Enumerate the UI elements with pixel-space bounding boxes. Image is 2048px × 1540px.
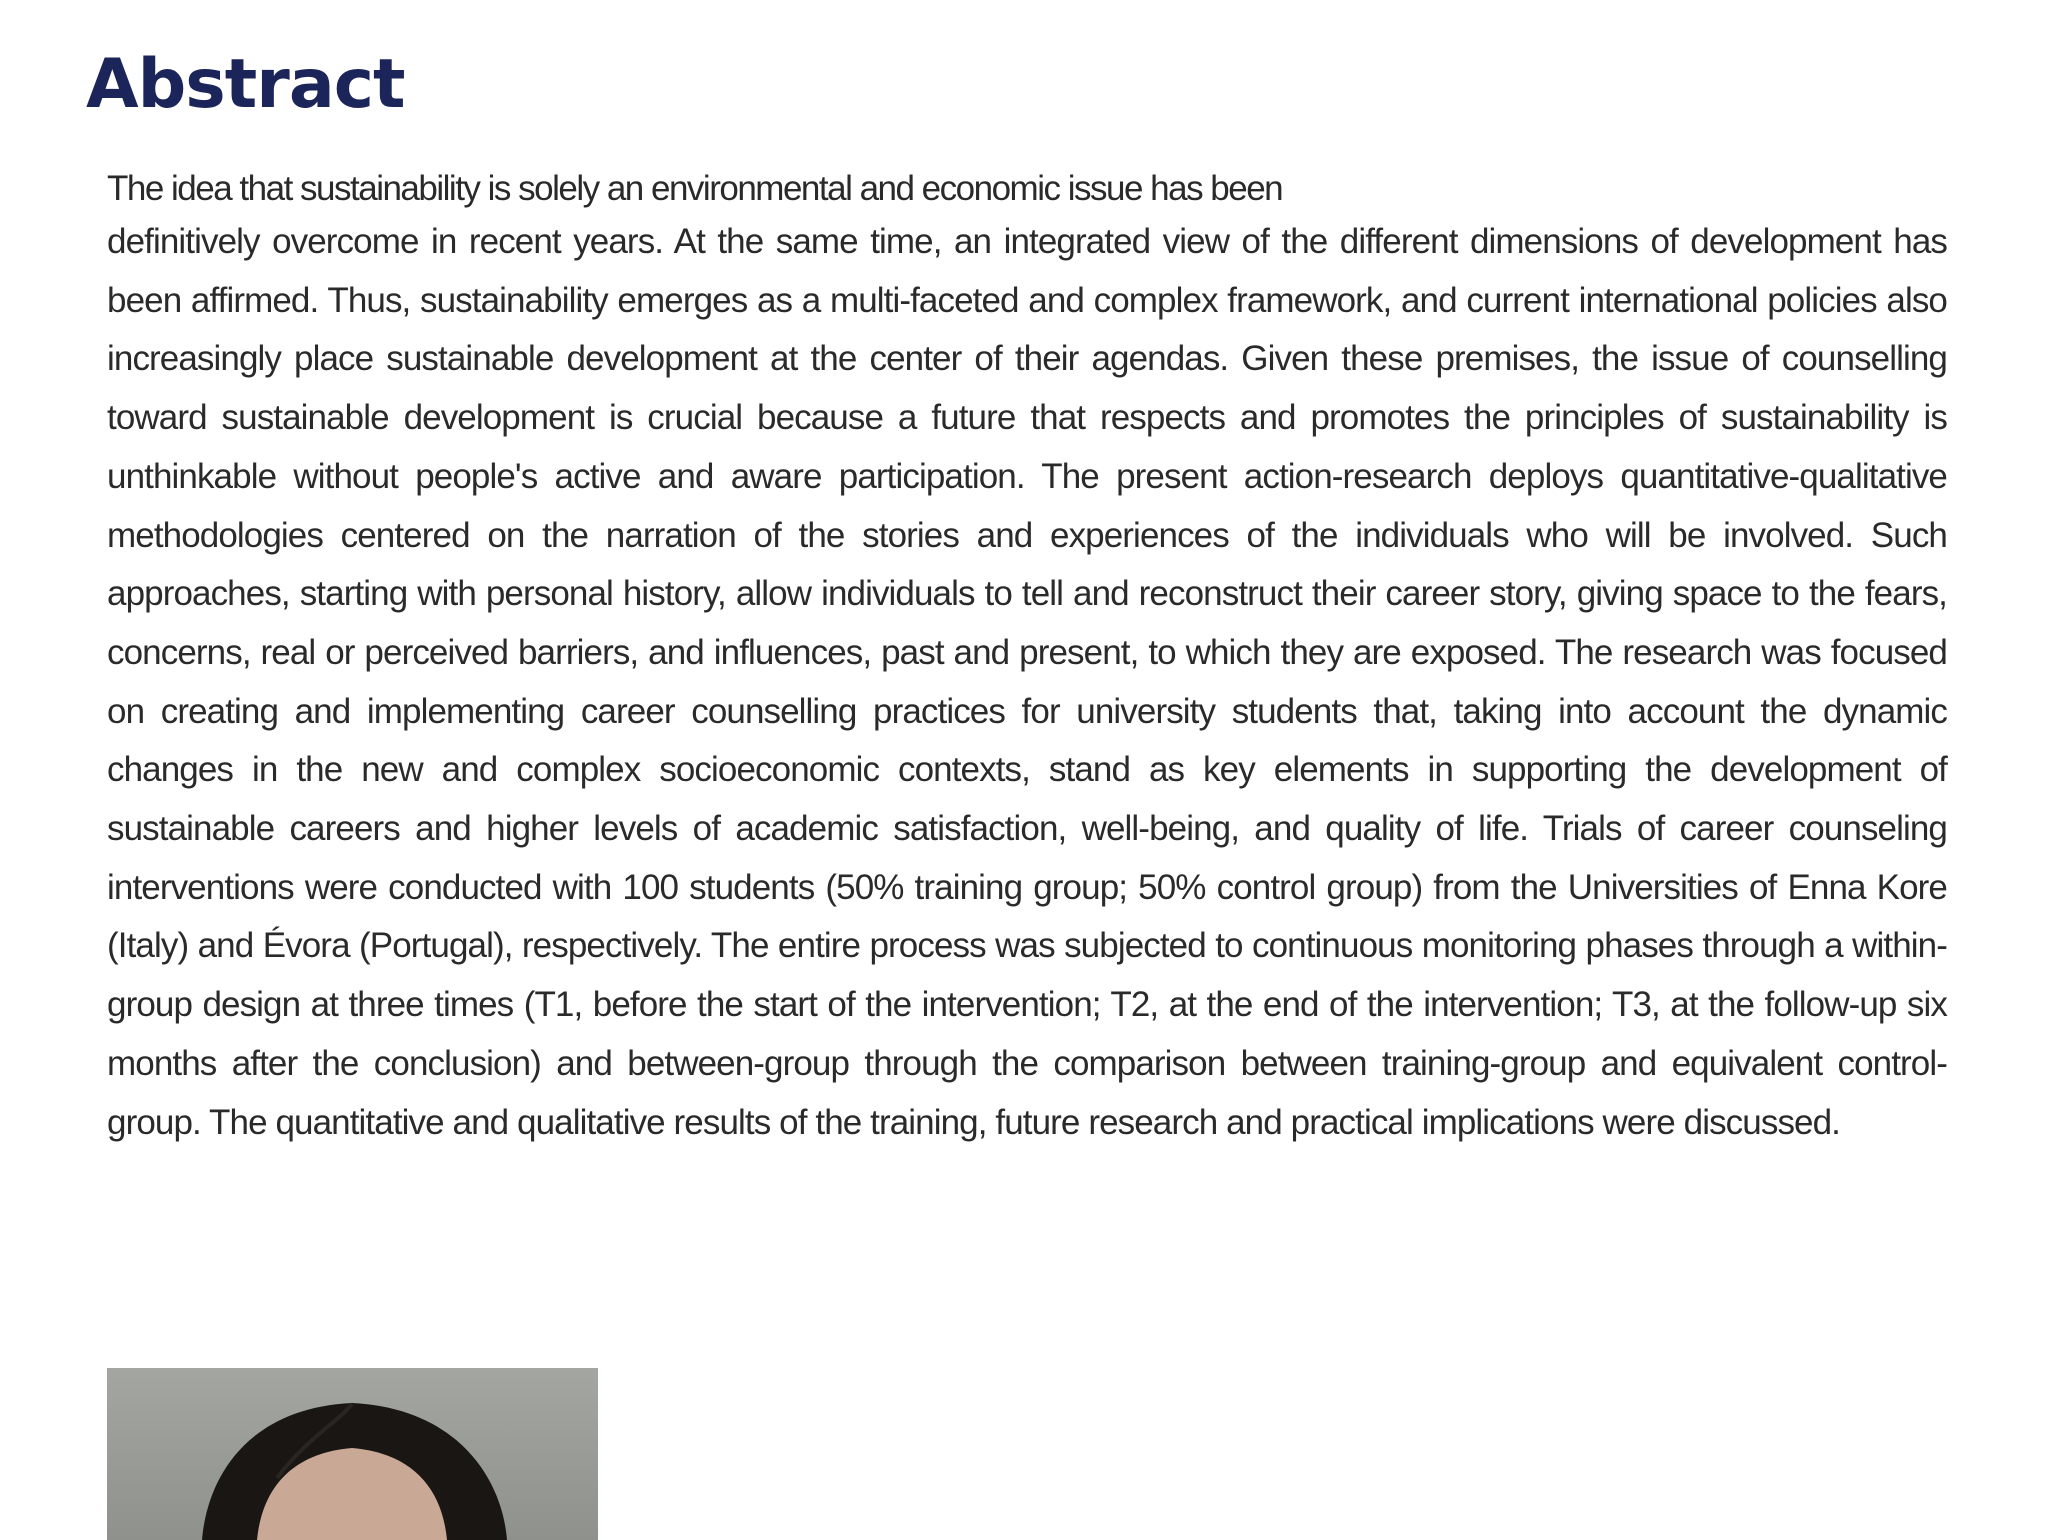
author-portrait-icon [107, 1368, 598, 1540]
abstract-first-line: The idea that sustainability is solely an environmental and economic issue has been [107, 169, 1283, 208]
abstract-body-text: definitively overcome in recent years. At the same time, an integrated view of the different dimensions of development has been affirmed. Thus, sustainability emerges as a multi-faceted and complex framework, and current international policies also increasingly place sustainable development at the center of their agendas. Given these premises, the issue of counselling toward sustainable development is crucial because a future that respects and promotes the principles of sustainability is unthinkable without people's active and aware participation. The present action-research deploys quantitative-qualitative methodologies centered on the narration of the stories and experiences of the individuals who will be involved. Such approaches, starting with personal history, allow individuals to tell and reconstruct their career story, giving space to the fears, concerns, real or perceived barriers, and influences, past and present, to which they are exposed. The research was focused on creating and implementing career counselling practices for university students that, taking into account the dynamic changes in the new and complex socioeconomic contexts, stand as key elements in supporting the development of sustainable careers and higher levels of academic satisfaction, well-being, and quality of life. Trials of career counseling interventions were conducted with 100 students (50% training group; 50% control group) from the Universities of Enna Kore (Italy) and Évora (Portugal), respectively. The entire process was subjected to continuous monitoring phases through a within-group design at three times (T1, before the start of the intervention; T2, at the end of the intervention; T3, at the follow-up six months after the conclusion) and between-group through the comparison between training-group and equivalent control-group. The quantitative and qualitative results of the training, future research and practical implications were discussed. [107, 222, 1947, 1142]
author-photo [107, 1368, 598, 1540]
abstract-heading: Abstract [86, 45, 405, 124]
